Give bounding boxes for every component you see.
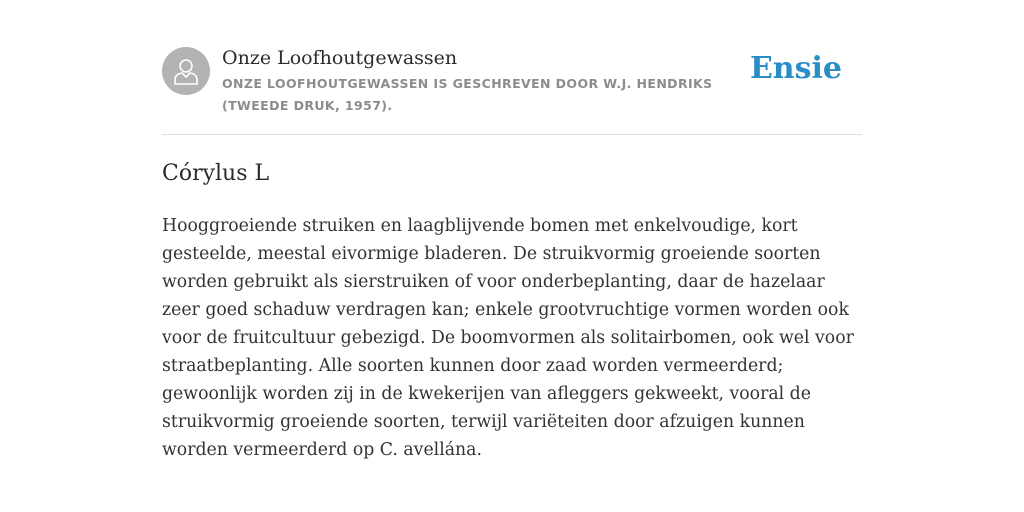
entry-body: Hooggroeiende struiken en laagblijvende bomen met enkelvoudige, kort gesteelde, meestal eivormige bladeren. De struikvormig groeiende soorten worden gebruikt als sierstruiken of voor onderbeplanting, daar de hazelaar zeer goed schaduw verdragen kan; enkele grootvruchtige vormen worden ook voor de fruitcultuur gebezigd. De boomvormen als solitairbomen, ook wel voor straatbeplanting. Alle soorten kunnen door zaad worden vermeerderd; gewoonlijk worden zij in de kwekerijen van afleggers gekweekt, vooral de struikvormig groeiende soorten, terwijl variëteiten door afzuigen kunnen worden vermeerderd op C. avellána.	[162, 216, 854, 460]
book-title[interactable]: Onze Loofhoutgewassen	[222, 47, 458, 69]
entry-card	[162, 0, 862, 460]
brand-logo[interactable]: Ensie	[749, 51, 842, 86]
entry-title: Córylus L	[162, 161, 270, 186]
book-meta	[222, 45, 752, 117]
book-description: ONZE LOOFHOUTGEWASSEN IS GESCHREVEN DOOR W.J. HENDRIKS (TWEEDE DRUK, 1957).	[222, 76, 713, 113]
book-header	[162, 0, 862, 135]
user-icon	[173, 57, 199, 85]
avatar	[162, 47, 210, 95]
